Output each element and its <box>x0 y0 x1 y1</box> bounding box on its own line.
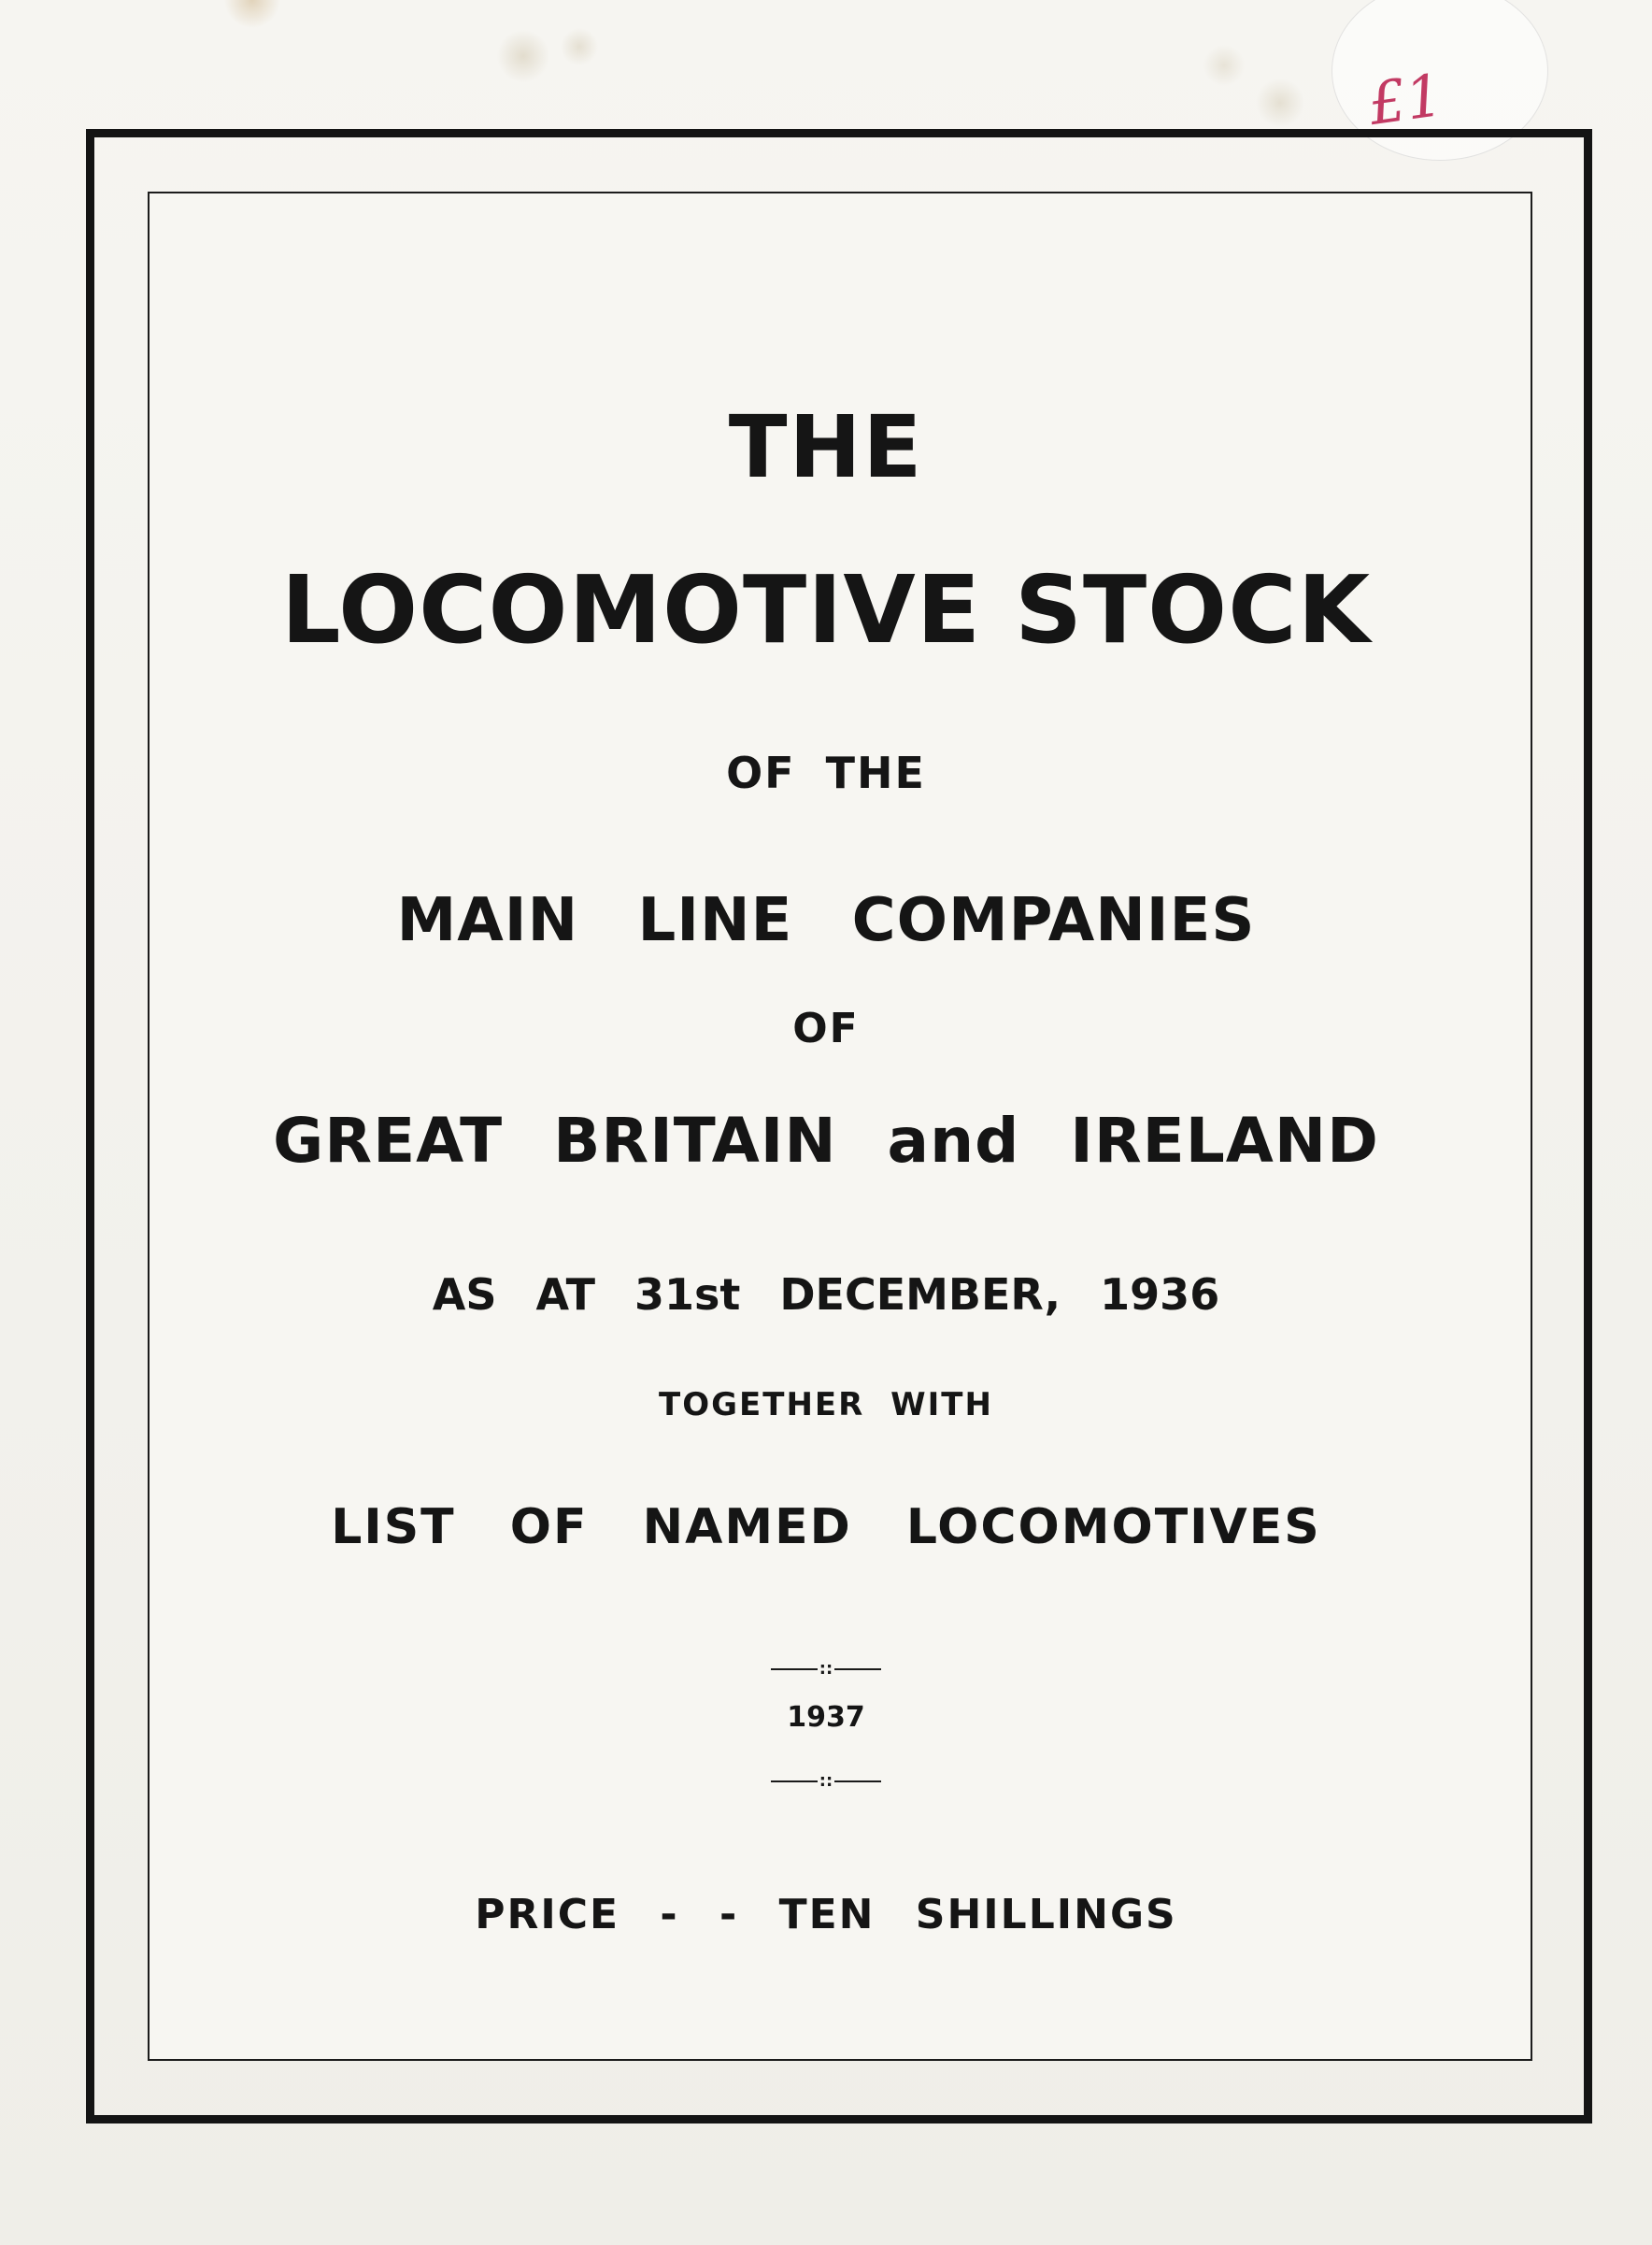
subtitle-of: OF <box>792 1005 860 1052</box>
together-with-line: TOGETHER WITH <box>659 1386 993 1423</box>
date-line: AS AT 31st DECEMBER, 1936 <box>432 1269 1220 1320</box>
title-the: THE <box>728 397 924 497</box>
divider-rule <box>834 1668 881 1670</box>
subtitle-of-the: OF THE <box>726 748 926 798</box>
divider-mark: :: <box>819 1659 833 1679</box>
publication-year: 1937 <box>787 1701 865 1734</box>
divider-rule <box>834 1780 881 1782</box>
named-locomotives-line: LIST OF NAMED LOCOMOTIVES <box>331 1499 1321 1555</box>
divider-mark: :: <box>819 1771 833 1791</box>
divider-rule <box>771 1780 818 1782</box>
ornamental-divider-bottom <box>0 1772 1652 1791</box>
subtitle-great-britain-ireland: GREAT BRITAIN and IRELAND <box>273 1105 1379 1177</box>
price-line: PRICE - - TEN SHILLINGS <box>475 1891 1177 1938</box>
ornamental-divider-top <box>0 1660 1652 1679</box>
title-locomotive-stock: LOCOMOTIVE STOCK <box>280 555 1372 665</box>
subtitle-main-line-companies: MAIN LINE COMPANIES <box>396 886 1256 955</box>
handwritten-price: £1 <box>1364 60 1447 139</box>
divider-rule <box>771 1668 818 1670</box>
